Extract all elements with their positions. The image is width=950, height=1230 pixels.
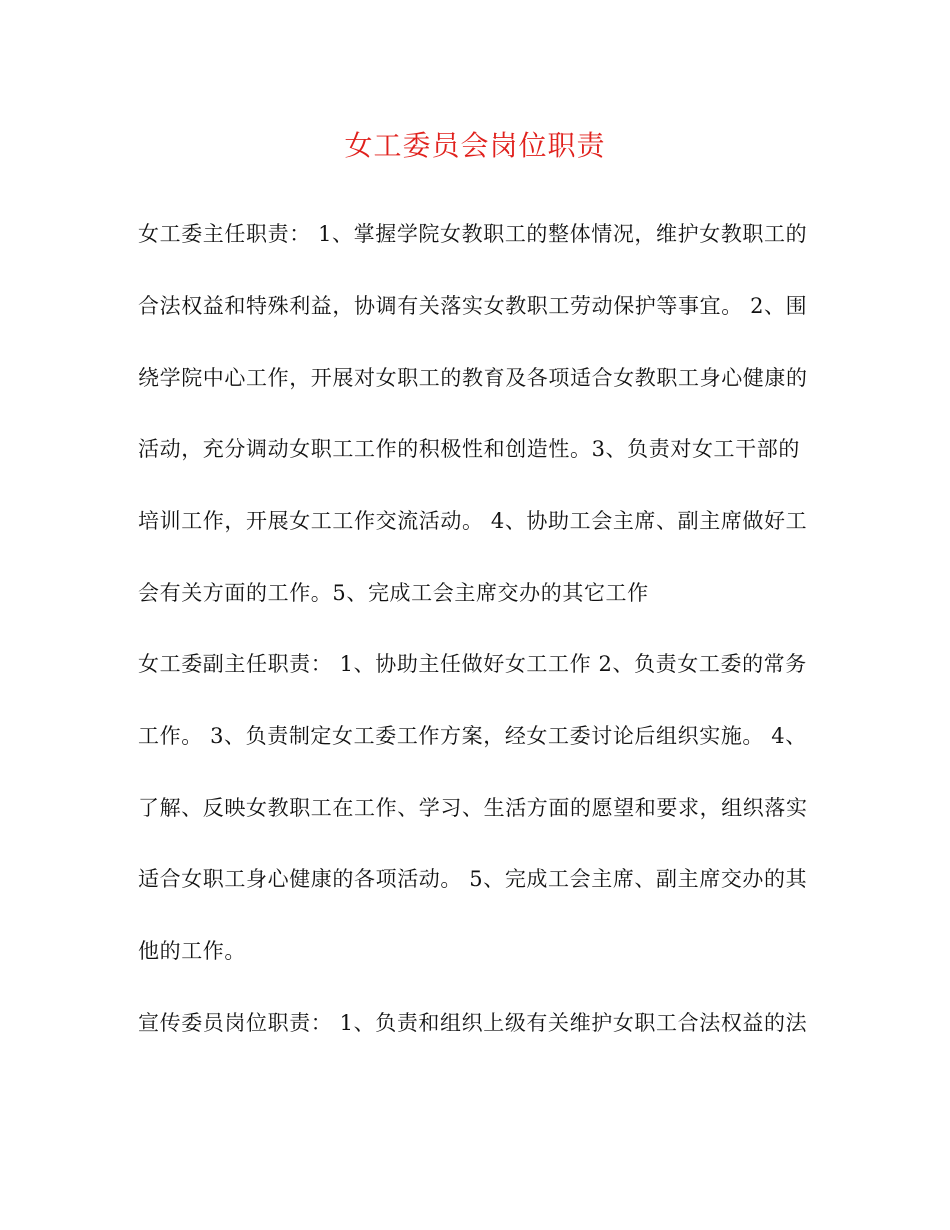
body-line-9: 了解、反映女教职工在工作、学习、生活方面的愿望和要求，组织落实 bbox=[138, 796, 808, 820]
body-line-2: 合法权益和特殊利益，协调有关落实女教职工劳动保护等事宜。 2、围 bbox=[138, 294, 808, 318]
body-line-6: 会有关方面的工作。5、完成工会主席交办的其它工作 bbox=[138, 581, 649, 605]
body-line-3: 绕学院中心工作，开展对女职工的教育及各项适合女教职工身心健康的 bbox=[138, 366, 808, 390]
body-line-11: 他的工作。 bbox=[138, 939, 246, 963]
body-line-5: 培训工作，开展女工工作交流活动。 4、协助工会主席、副主席做好工 bbox=[138, 509, 808, 533]
body-line-1: 女工委主任职责： 1、掌握学院女教职工的整体情况，维护女教职工的 bbox=[138, 222, 808, 246]
body-line-10: 适合女职工身心健康的各项活动。 5、完成工会主席、副主席交办的其 bbox=[138, 867, 808, 891]
document-title: 女工委员会岗位职责 bbox=[344, 129, 606, 162]
body-line-12: 宣传委员岗位职责： 1、负责和组织上级有关维护女职工合法权益的法 bbox=[138, 1011, 808, 1035]
body-line-4: 活动，充分调动女职工工作的积极性和创造性。3、负责对女工干部的 bbox=[138, 437, 800, 461]
body-line-7: 女工委副主任职责： 1、协助主任做好女工工作 2、负责女工委的常务 bbox=[138, 652, 807, 676]
body-line-8: 工作。 3、负责制定女工委工作方案，经女工委讨论后组织实施。 4、 bbox=[138, 724, 807, 748]
